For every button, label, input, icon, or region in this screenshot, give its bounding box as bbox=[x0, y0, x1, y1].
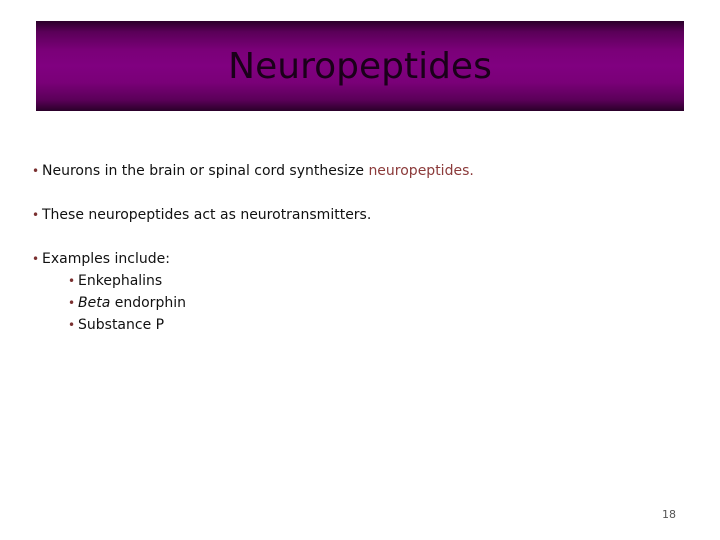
bullet-icon: • bbox=[32, 208, 40, 222]
bullet-icon: • bbox=[68, 318, 76, 332]
title-banner bbox=[36, 21, 684, 111]
bullet-text: Neurons in the brain or spinal cord synthesize bbox=[42, 163, 369, 179]
bullet-icon: • bbox=[32, 164, 40, 178]
bullet-text: Examples include: bbox=[42, 251, 170, 267]
sub-item-beta-endorphin bbox=[32, 292, 692, 314]
slide-number: 18 bbox=[662, 508, 676, 521]
sub-item-text: Enkephalins bbox=[78, 273, 163, 289]
sub-item-italic: Beta bbox=[78, 295, 111, 311]
bullet-icon: • bbox=[32, 252, 40, 266]
slide-title: Neuropeptides bbox=[228, 46, 492, 87]
bullet-icon: • bbox=[68, 274, 76, 288]
bullet-highlight: neuropeptides. bbox=[368, 163, 474, 179]
bullet-item-examples bbox=[32, 248, 692, 270]
bullet-icon: • bbox=[68, 296, 76, 310]
bullet-list bbox=[32, 160, 692, 336]
sub-item-text: Substance P bbox=[78, 317, 165, 333]
bullet-text: These neuropeptides act as neurotransmitters. bbox=[42, 207, 372, 223]
sub-item-enkephalins bbox=[32, 270, 692, 292]
bullet-item-neurotransmitters bbox=[32, 204, 692, 226]
bullet-item-neurons bbox=[32, 160, 692, 182]
sub-item-substance-p bbox=[32, 314, 692, 336]
sub-item-text: endorphin bbox=[110, 295, 186, 311]
